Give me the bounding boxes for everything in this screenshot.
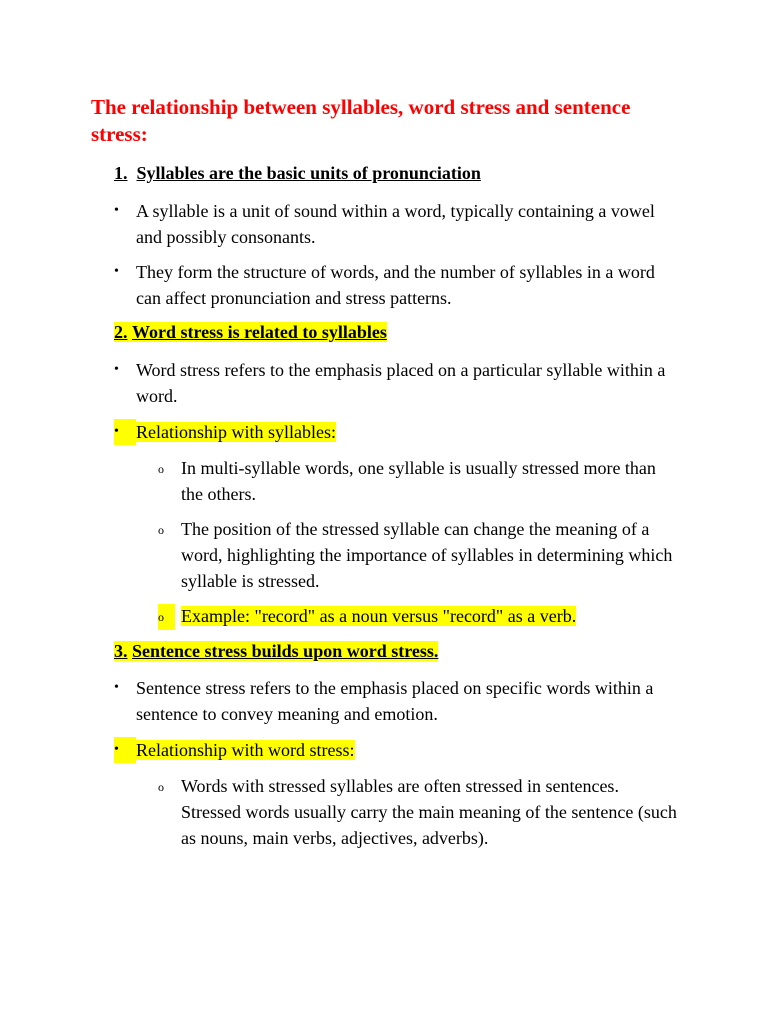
bullet-marker: • <box>114 264 119 279</box>
subbullet-text: Example: "record" as a noun versus "record" as a verb. <box>181 606 577 626</box>
bullet-text: Word stress refers to the emphasis placed on a particular syllable within a word. <box>136 360 666 406</box>
section-3-number: 3. <box>114 641 128 661</box>
section-3-heading <box>114 640 438 662</box>
subbullet-marker: o <box>158 462 164 476</box>
subbullet-text: Words with stressed syllables are often stressed in sentences. Stressed words usually carry the main meaning of the sentence (such as nouns, main verbs, adjectives, adverbs). <box>181 776 677 848</box>
section-1-title: Syllables are the basic units of pronunciation <box>136 163 481 183</box>
bullet-text: Relationship with syllables: <box>136 422 336 442</box>
section-2-heading <box>114 321 387 343</box>
subbullet-text: In multi-syllable words, one syllable is usually stressed more than the others. <box>181 458 656 504</box>
document-title: The relationship between syllables, word stress and sentence stress: <box>91 95 631 146</box>
subbullet-text: The position of the stressed syllable can change the meaning of a word, highlighting the importance of syllables in determining which syllable is stressed. <box>181 519 673 591</box>
bullet-text: They form the structure of words, and the number of syllables in a word can affect pronunciation and stress patterns. <box>136 262 655 308</box>
section-2-number: 2. <box>114 322 128 342</box>
section-1-number: 1. <box>114 163 128 183</box>
subbullet-marker: o <box>158 780 164 794</box>
section-3-title: Sentence stress builds upon word stress. <box>132 641 439 661</box>
bullet-marker: • <box>114 362 119 377</box>
bullet-text: Relationship with word stress: <box>136 740 355 760</box>
bullet-marker: • <box>114 419 136 445</box>
bullet-marker: • <box>114 737 136 763</box>
bullet-marker: • <box>114 203 119 218</box>
bullet-text: Sentence stress refers to the emphasis placed on specific words within a sentence to convey meaning and emotion. <box>136 678 654 724</box>
section-1-heading <box>114 162 481 184</box>
subbullet-marker: o <box>158 523 164 537</box>
bullet-text: A syllable is a unit of sound within a word, typically containing a vowel and possibly consonants. <box>136 201 655 247</box>
bullet-marker: • <box>114 680 119 695</box>
subbullet-marker: o <box>158 604 175 630</box>
section-2-title: Word stress is related to syllables <box>132 322 387 342</box>
